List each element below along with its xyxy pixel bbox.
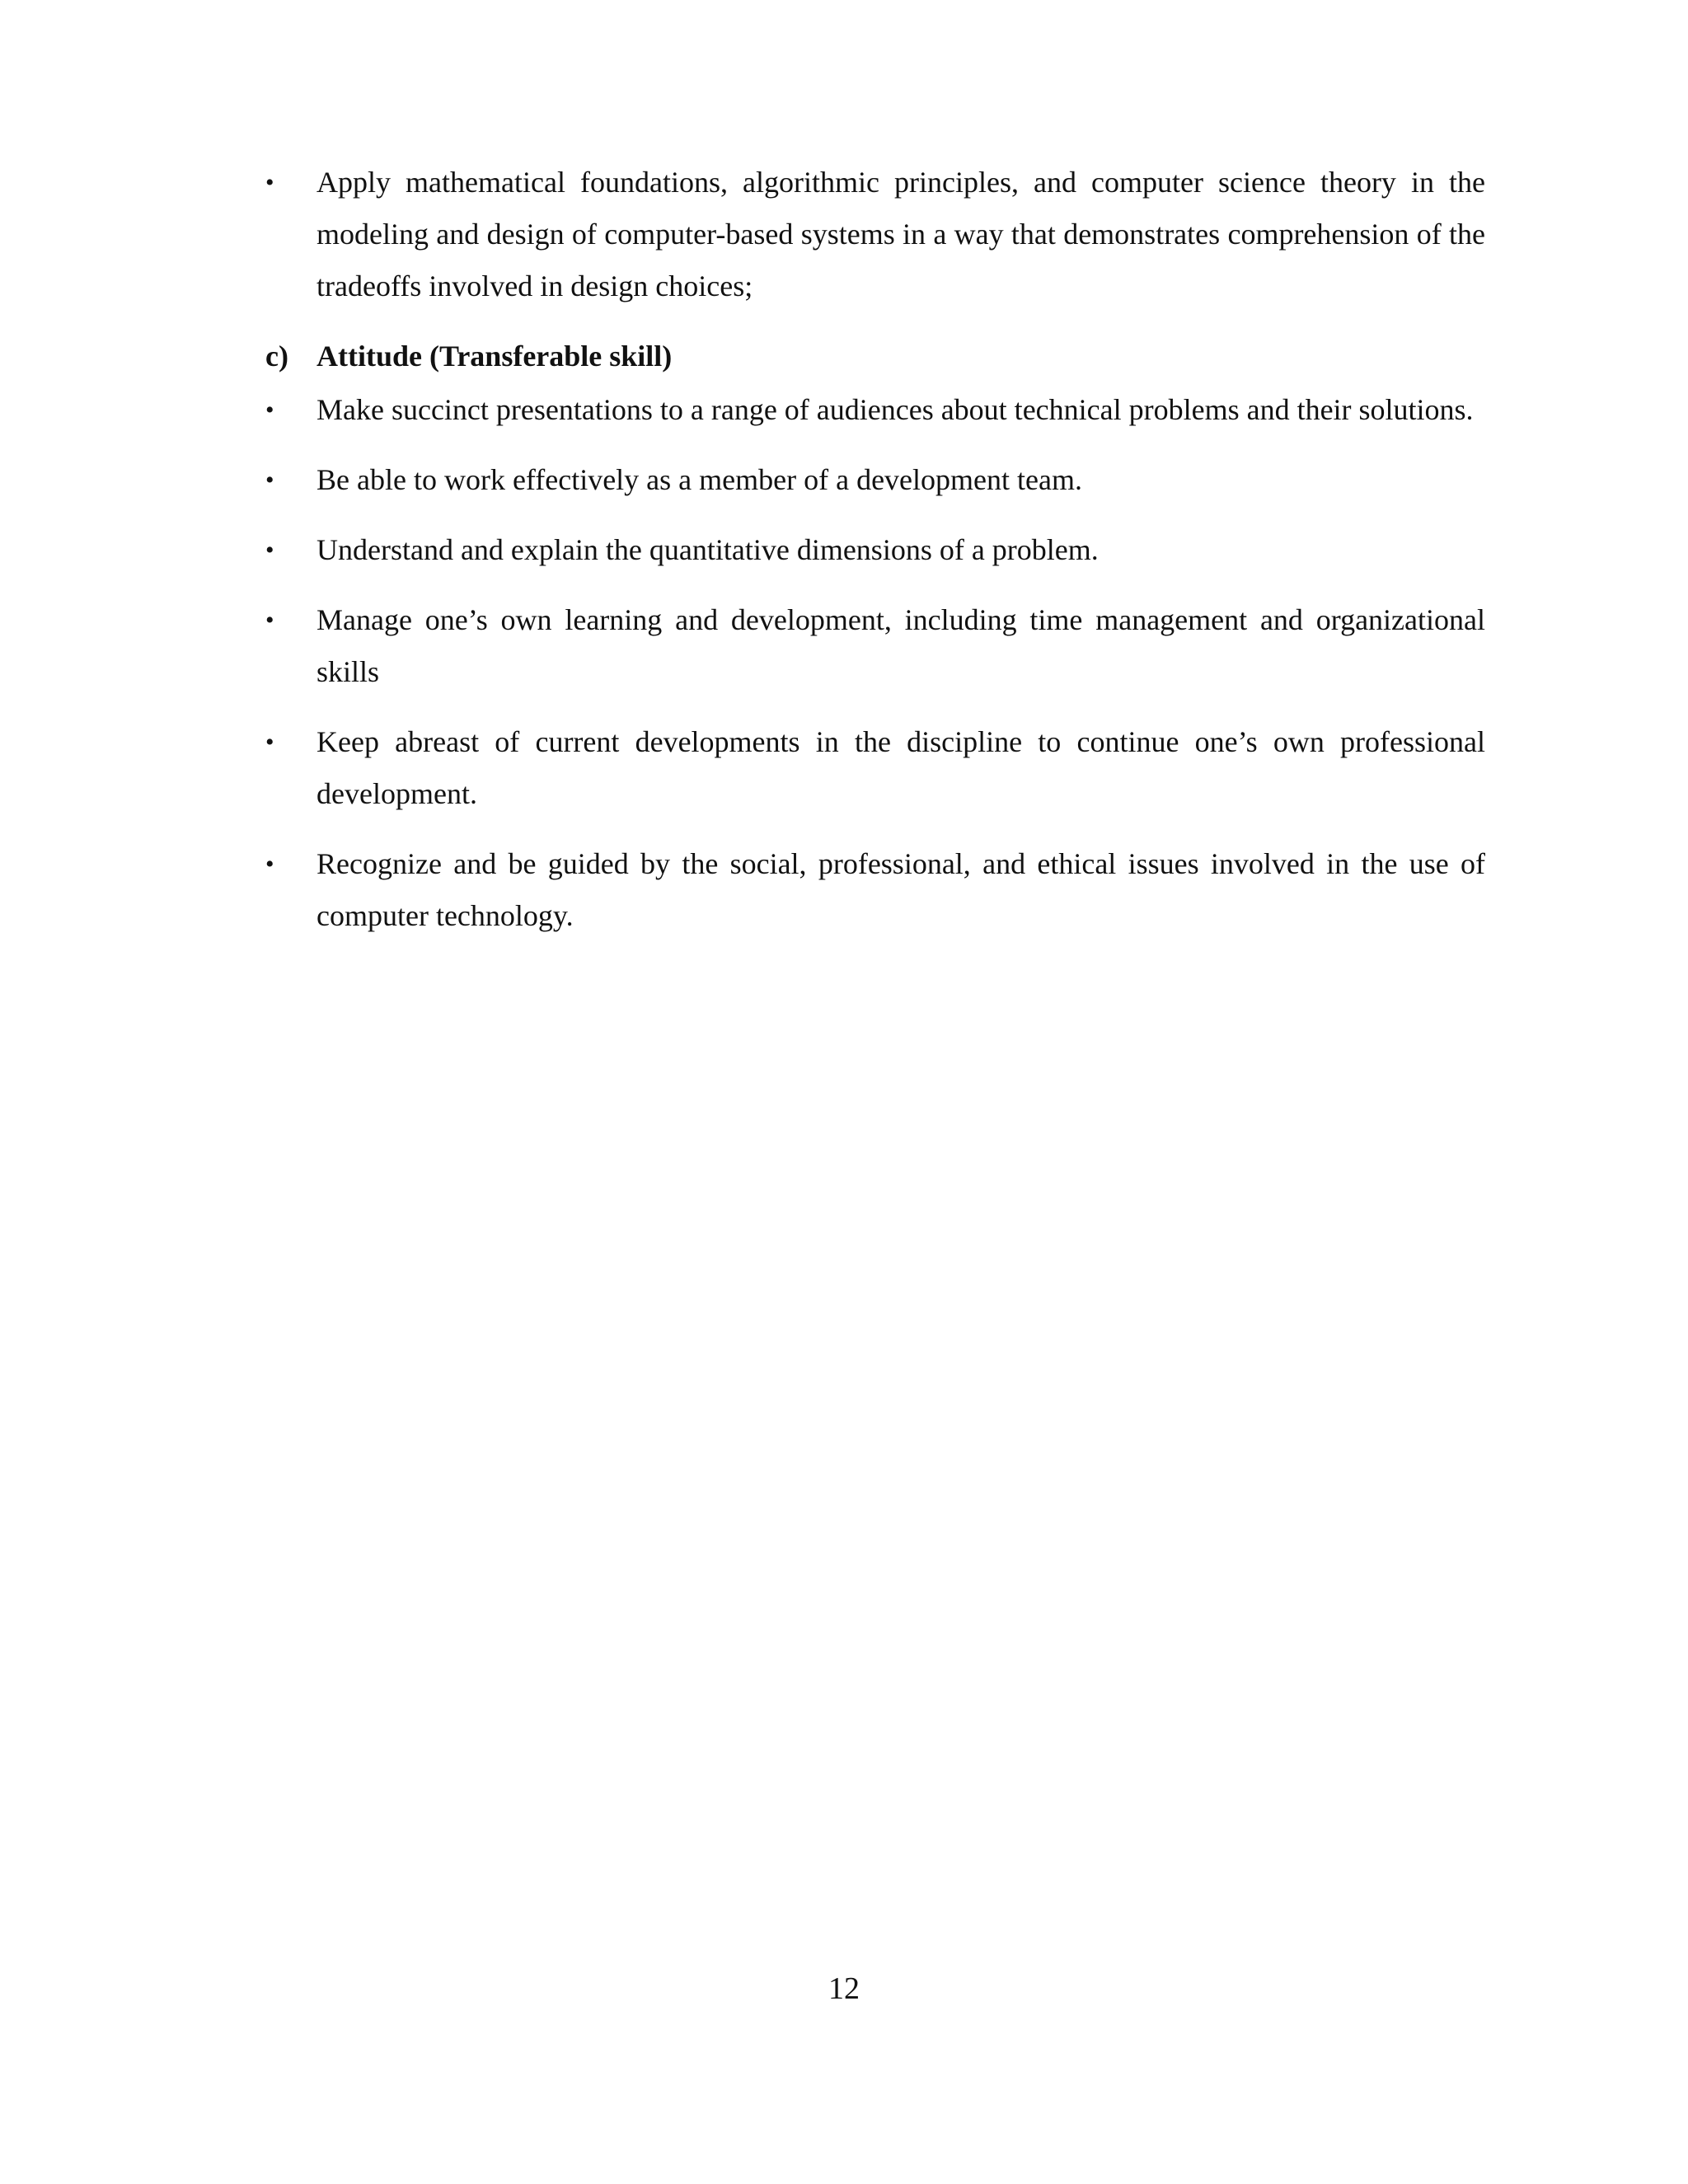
list-item-teamwork: [265, 454, 1485, 506]
list-item-text: Keep abreast of current developments in the discipline to continue one’s own professional development.: [316, 725, 1485, 810]
list-item-text: Be able to work effectively as a member of a development team.: [316, 463, 1082, 496]
bullet-icon: •: [265, 851, 274, 878]
list-item-text: Manage one’s own learning and development, including time management and organizational skills: [316, 603, 1485, 688]
list-item-text: Apply mathematical foundations, algorithmic principles, and computer science theory in the modeling and design of computer-based systems in a way that demonstrates comprehension of the tradeoffs involved in design choices;: [316, 166, 1485, 302]
list-item-ethics: [265, 838, 1485, 942]
page-content: [265, 157, 1485, 960]
list-item-presentations: [265, 384, 1485, 436]
list-item-quantitative: [265, 524, 1485, 576]
bullet-icon: •: [265, 729, 274, 756]
bullet-icon: •: [265, 537, 274, 564]
section-title: Attitude (Transferable skill): [316, 340, 673, 373]
list-item-keep-abreast: [265, 716, 1485, 820]
bullet-icon: •: [265, 169, 274, 196]
section-heading-attitude: [265, 330, 1485, 382]
bullet-icon: •: [265, 396, 274, 424]
list-item-self-management: [265, 594, 1485, 698]
page-number: 12: [828, 1971, 860, 2006]
bullet-icon: •: [265, 607, 274, 634]
list-item-text: Understand and explain the quantitative dimensions of a problem.: [316, 533, 1099, 566]
list-item-apply-math: [265, 157, 1485, 312]
list-item-text: Make succinct presentations to a range of audiences about technical problems and their solutions.: [316, 393, 1474, 426]
section-marker: c): [265, 340, 288, 373]
bullet-icon: •: [265, 466, 274, 494]
list-item-text: Recognize and be guided by the social, professional, and ethical issues involved in the use of computer technology.: [316, 847, 1485, 932]
